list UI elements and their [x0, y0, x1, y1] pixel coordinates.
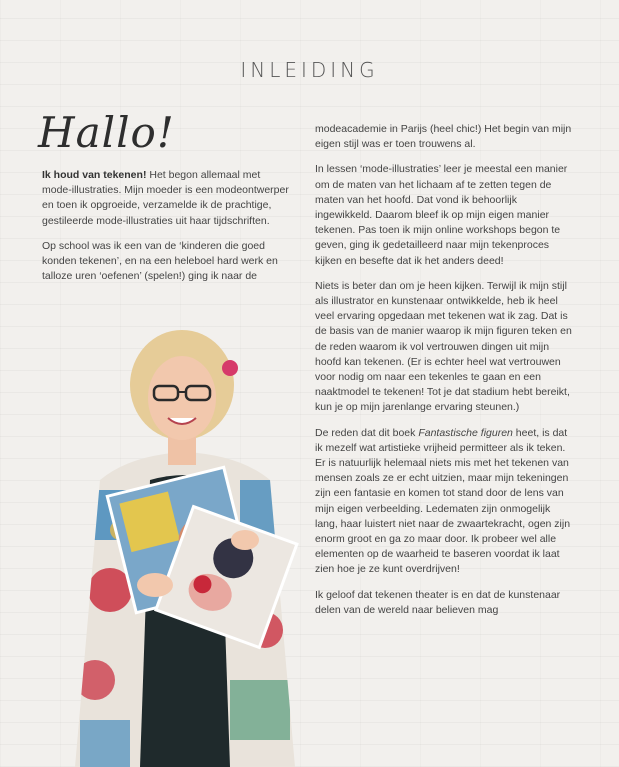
face-shape [148, 356, 216, 440]
left-paragraph-1-text: Het begon allemaal met mode-illustraties. Mijn moeder is een modeontwerper en toen ik opgroeide, verzamelde ik de prachtige, gestileerde mode-illustraties uit haar tijdschriften. [42, 169, 289, 227]
right-paragraph-2: In lessen ‘mode-illustraties’ leer je meestal een manier om de maten van het lichaam af te zetten tegen de maten van het hoofd. Dat vond ik behoorlijk ingewikkeld. Daarom bleef ik op mijn eigen manier tekenen. Pas toen ik mijn online workshops begon te geven, ging ik gedetailleerd naar mijn tekenproces kijken en besefte dat ik het anders deed! [315, 163, 568, 267]
flower-icon [222, 360, 238, 376]
right-paragraph-4 [315, 426, 573, 578]
left-paragraph-1 [42, 168, 290, 229]
right-paragraph-3: Niets is beter dan om je heen kijken. Terwijl ik mijn stijl als illustrator en kunstenaar ontwikkelde, heb ik heel veel ervaring opgedaan met tekenen wat ik zag. Dat is de basis van de manier waarop ik mijn figuren teken en de reden waarom ik vol vertrouwen dingen uit mijn hoofd kan tekenen. (Er is echter heel wat vertrouwen voor nodig om naar een tekenles te gaan en een naaktmodel te tekenen! Tot je dat stadium hebt bereikt, kun je op mijn jarenlange ervaring steunen.) [315, 279, 572, 414]
left-column [42, 168, 290, 294]
right-paragraph-1: modeacademie in Parijs (heel chic!) Het begin van mijn eigen stijl was er toen trouwens al. [315, 123, 572, 151]
right-column [315, 122, 573, 628]
right-paragraph-5: Ik geloof dat tekenen theater is en dat de kunstenaar delen van de wereld naar believen mag [315, 588, 561, 616]
page-title: INLEIDING [240, 58, 379, 82]
hallo-heading: Hallo! [38, 108, 175, 157]
author-photo [60, 330, 310, 767]
book-title: Fantastische figuren [418, 426, 513, 439]
right-paragraph-4-b: heet, is dat ik mezelf wat artistieke vrijheid permitteer als ik teken. Er is natuurlijk helemaal niets mis met het tekenen van mensen zoals ze er echt uitzien, maar mijn tekeningen zijn een fantasie en komen tot stand door de lens van mijn eigen verbeelding. Ledematen zijn onmogelijk lang, haar luistert niet naar de zwaartekracht, ogen zijn enorm groot en ga zo maar door. Ik probeer wel alle elementen op de waarheid te baseren voordat ik laat zien hoe je ze kunt overdrijven! [315, 426, 571, 576]
lead-text: Ik houd van tekenen! [42, 169, 147, 181]
left-paragraph-2: Op school was ik een van de ‘kinderen die goed konden tekenen’, en na een heleboel hard werk en talloze uren ‘oefenen’ (spelen!) ging ik naar de [42, 239, 278, 283]
right-paragraph-4-a: De reden dat dit boek [315, 426, 419, 439]
